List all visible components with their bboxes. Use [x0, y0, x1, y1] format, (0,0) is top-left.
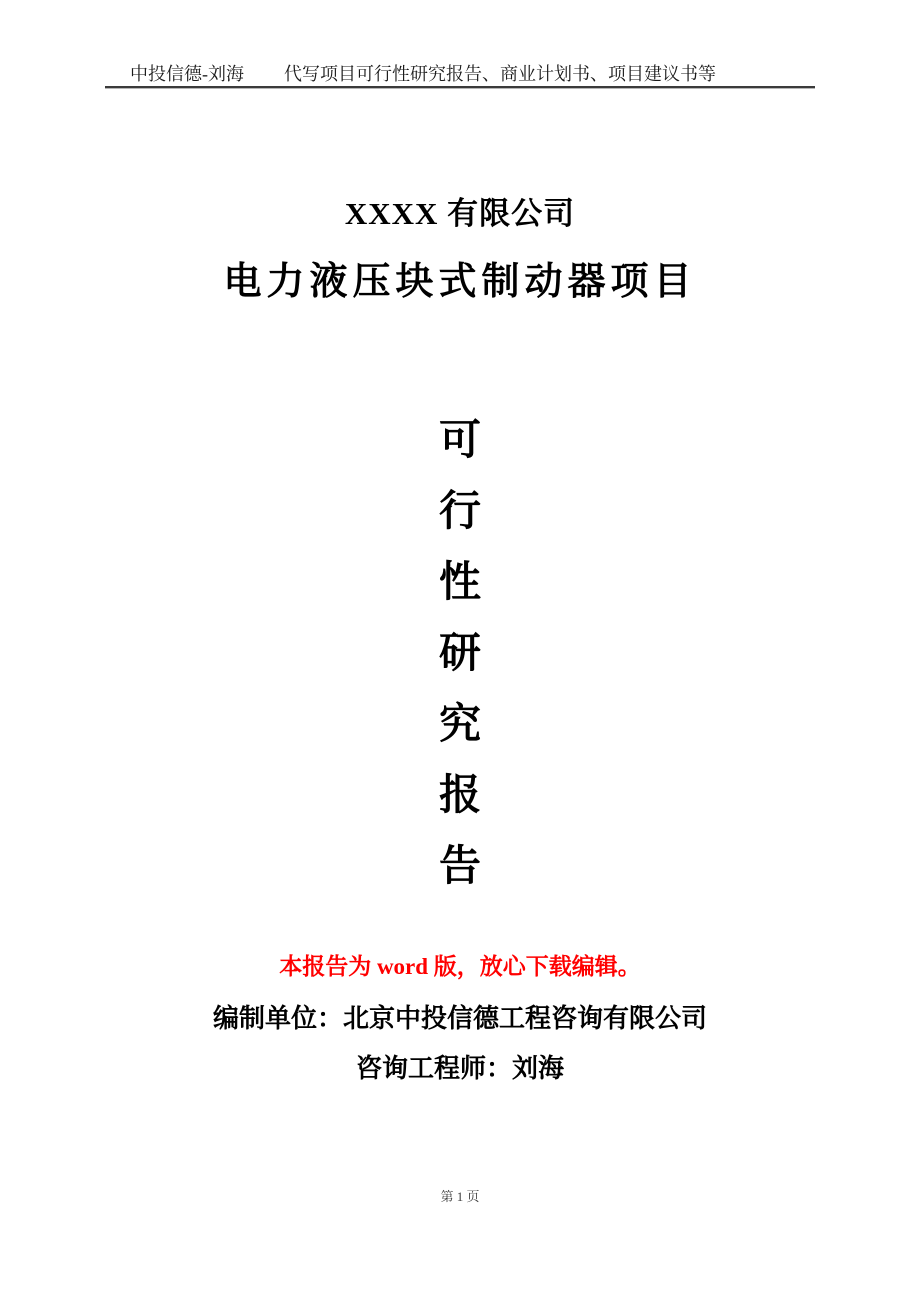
vertical-title-char: 告 [438, 842, 481, 889]
vertical-title-char: 报 [438, 771, 481, 818]
page-footer [0, 1186, 920, 1205]
page-header [105, 60, 815, 86]
company-name: XXXX 有限公司 [344, 196, 576, 231]
vertical-title-char: 行 [438, 487, 481, 534]
vertical-title-char: 究 [438, 700, 481, 747]
header-author: 中投信德-刘海 [130, 64, 244, 84]
vertical-title-char: 性 [438, 558, 481, 605]
prepared-by-line: 编制单位：北京中投信德工程咨询有限公司 [212, 1004, 707, 1033]
vertical-title [0, 404, 920, 901]
vertical-title-char: 研 [438, 629, 481, 676]
header-services: 代写项目可行性研究报告、商业计划书、项目建议书等 [284, 64, 716, 84]
page-number: 第 1 页 [440, 1189, 480, 1204]
engineer-line: 咨询工程师：刘海 [355, 1054, 564, 1083]
project-title: 电力液压块式制动器项目 [223, 261, 697, 303]
vertical-title-char: 可 [438, 416, 481, 463]
word-version-notice: 本报告为 word 版，放心下载编辑。 [279, 954, 641, 979]
header-rule [105, 86, 815, 89]
